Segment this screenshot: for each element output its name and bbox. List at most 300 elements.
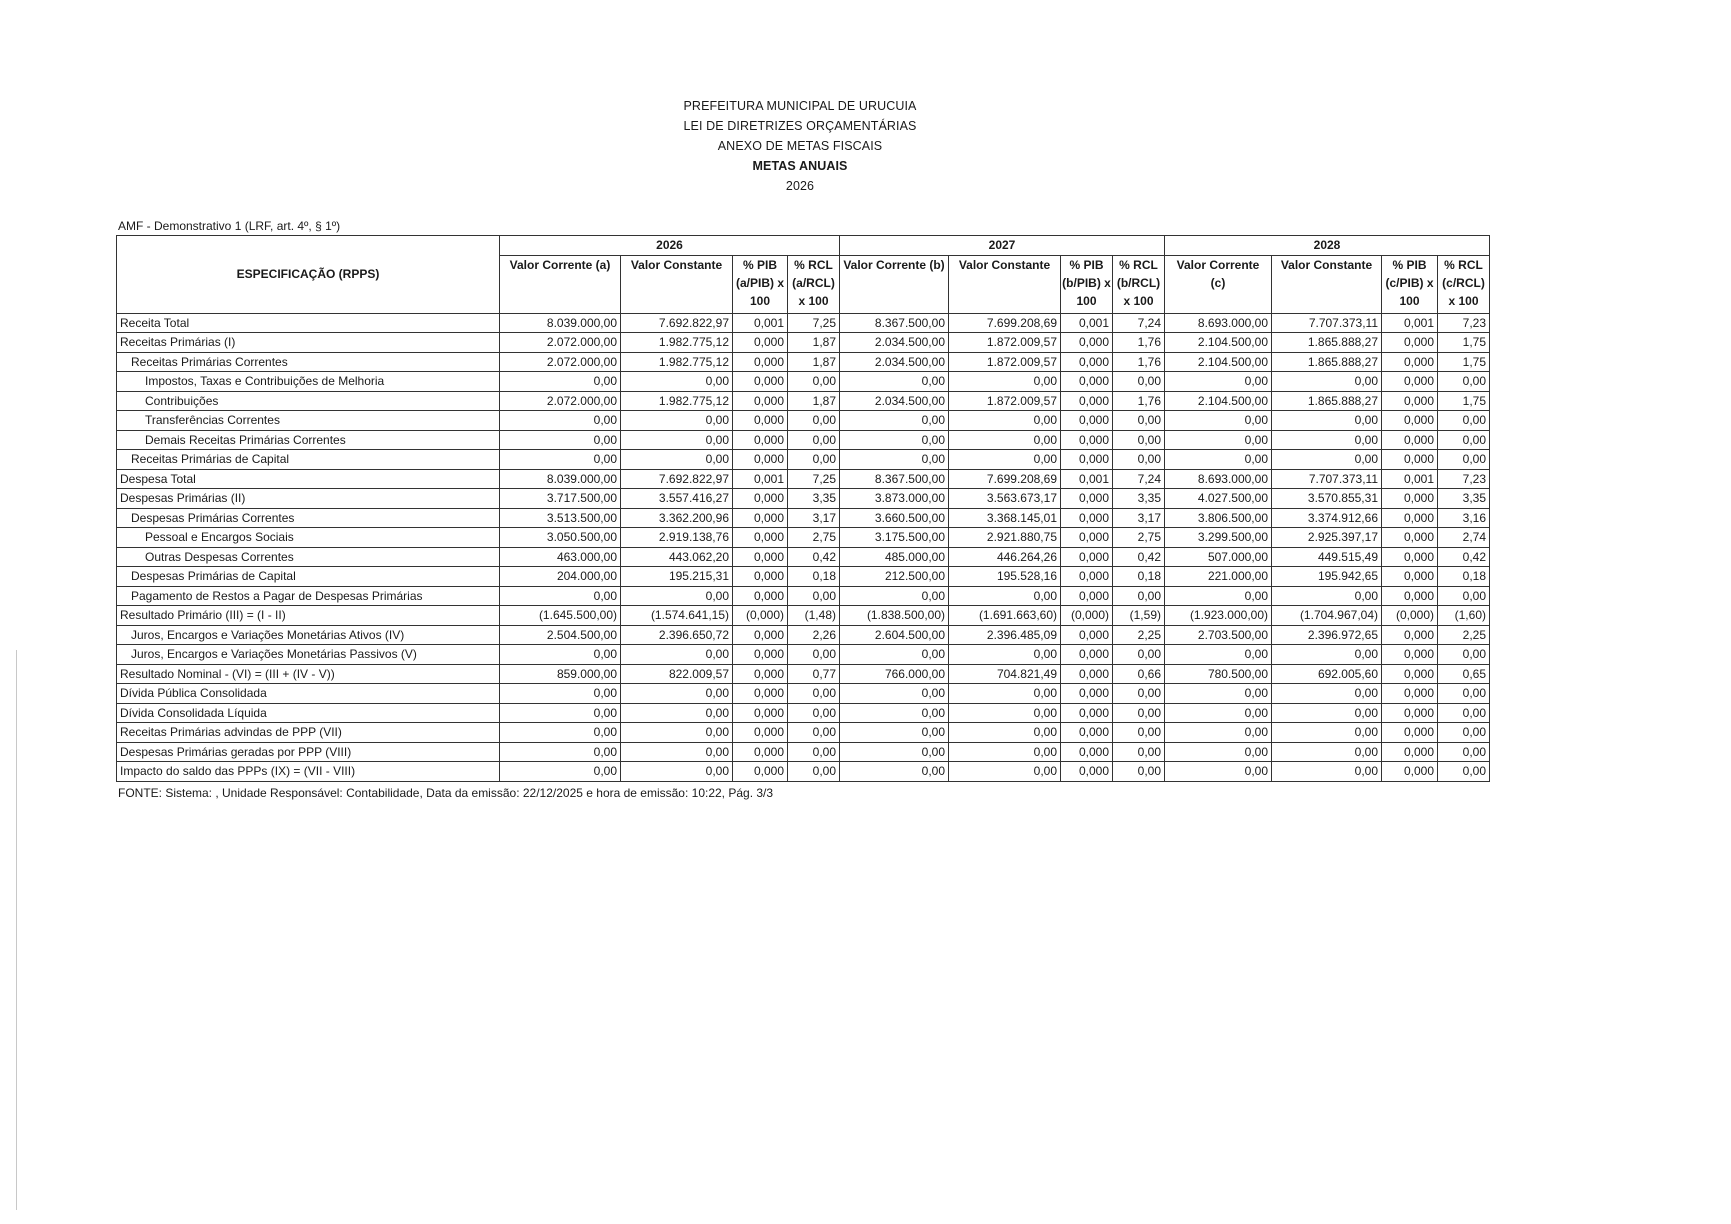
cell-value: 0,000 [1382, 723, 1438, 743]
cell-value: 0,000 [1061, 586, 1113, 606]
cell-value: 2.396.972,65 [1272, 625, 1382, 645]
cell-value: 0,18 [788, 567, 840, 587]
cell-value: 1.865.888,27 [1272, 333, 1382, 353]
table-row [117, 313, 1490, 333]
cell-value: 0,000 [1061, 547, 1113, 567]
cell-value: 0,000 [1061, 430, 1113, 450]
cell-value: 3,35 [1438, 489, 1490, 509]
cell-value: 1,75 [1438, 333, 1490, 353]
table-row [117, 333, 1490, 353]
table-row [117, 723, 1490, 743]
cell-value: 2.034.500,00 [840, 333, 949, 353]
cell-value: 0,000 [733, 625, 788, 645]
cell-value: 1,76 [1113, 352, 1165, 372]
cell-value: 0,00 [840, 684, 949, 704]
cell-value: 0,000 [1382, 703, 1438, 723]
cell-value: 0,00 [1438, 762, 1490, 782]
cell-value: 0,00 [840, 703, 949, 723]
cell-value: 195.528,16 [949, 567, 1061, 587]
cell-value: 0,001 [733, 469, 788, 489]
row-label: Despesas Primárias de Capital [117, 567, 500, 587]
cell-value: 0,000 [1061, 489, 1113, 509]
cell-value: 0,000 [733, 567, 788, 587]
cell-value: 0,00 [1438, 684, 1490, 704]
cell-value: (1.838.500,00) [840, 606, 949, 626]
table-row [117, 508, 1490, 528]
cell-value: 0,00 [788, 703, 840, 723]
cell-value: 0,00 [949, 645, 1061, 665]
table-row [117, 742, 1490, 762]
cell-value: 0,00 [1438, 411, 1490, 431]
cell-value: 0,00 [621, 762, 733, 782]
cell-value: 7,23 [1438, 313, 1490, 333]
cell-value: 0,00 [840, 762, 949, 782]
cell-value: 0,001 [1382, 469, 1438, 489]
cell-value: 204.000,00 [500, 567, 621, 587]
row-label: Outras Despesas Correntes [117, 547, 500, 567]
cell-value: 0,00 [949, 684, 1061, 704]
year-header-2027: 2027 [840, 236, 1165, 256]
cell-value: 3.873.000,00 [840, 489, 949, 509]
cell-value: 780.500,00 [1165, 664, 1272, 684]
cell-value: 0,77 [788, 664, 840, 684]
cell-value: 3.660.500,00 [840, 508, 949, 528]
cell-value: 0,00 [621, 703, 733, 723]
table-row [117, 411, 1490, 431]
cell-value: 463.000,00 [500, 547, 621, 567]
header-annex: ANEXO DE METAS FISCAIS [717, 139, 883, 153]
cell-value: 0,00 [949, 586, 1061, 606]
cell-value: 2.925.397,17 [1272, 528, 1382, 548]
cell-value: 0,00 [949, 430, 1061, 450]
cell-value: 3,35 [1113, 489, 1165, 509]
table-row [117, 352, 1490, 372]
cell-value: 0,00 [621, 684, 733, 704]
cell-value: 822.009,57 [621, 664, 733, 684]
cell-value: 7.707.373,11 [1272, 469, 1382, 489]
cell-value: 0,000 [1382, 762, 1438, 782]
header-title: METAS ANUAIS [752, 159, 848, 173]
row-label: Contribuições [117, 391, 500, 411]
cell-value: 0,00 [788, 372, 840, 392]
cell-value: 0,000 [733, 333, 788, 353]
cell-value: 7,25 [788, 469, 840, 489]
cell-value: 2.921.880,75 [949, 528, 1061, 548]
cell-value: 0,000 [1382, 333, 1438, 353]
cell-value: 3.513.500,00 [500, 508, 621, 528]
table-row [117, 703, 1490, 723]
cell-value: 1.982.775,12 [621, 352, 733, 372]
cell-value: 3.717.500,00 [500, 489, 621, 509]
cell-value: (1.691.663,60) [949, 606, 1061, 626]
cell-value: 0,00 [500, 372, 621, 392]
cell-value: 8.367.500,00 [840, 469, 949, 489]
cell-value: 0,00 [1272, 762, 1382, 782]
cell-value: 1,87 [788, 333, 840, 353]
cell-value: 0,00 [500, 762, 621, 782]
cell-value: 0,000 [1061, 411, 1113, 431]
cell-value: 0,000 [733, 352, 788, 372]
cell-value: 3,17 [788, 508, 840, 528]
cell-value: 0,000 [1382, 684, 1438, 704]
cell-value: 0,000 [1382, 586, 1438, 606]
cell-value: 0,00 [621, 742, 733, 762]
cell-value: 0,000 [1061, 664, 1113, 684]
cell-value: 0,000 [1061, 352, 1113, 372]
cell-value: 0,00 [949, 742, 1061, 762]
cell-value: 0,00 [621, 372, 733, 392]
row-label: Pagamento de Restos a Pagar de Despesas Primárias [117, 586, 500, 606]
row-label: Despesas Primárias (II) [117, 489, 500, 509]
cell-value: 0,00 [949, 723, 1061, 743]
table-row [117, 762, 1490, 782]
cell-value: 2.104.500,00 [1165, 352, 1272, 372]
table-row [117, 664, 1490, 684]
cell-value: 2.604.500,00 [840, 625, 949, 645]
cell-value: 0,000 [1382, 352, 1438, 372]
cell-value: 0,00 [1438, 450, 1490, 470]
cell-value: 3.806.500,00 [1165, 508, 1272, 528]
cell-value: 0,000 [1061, 528, 1113, 548]
row-label: Resultado Nominal - (VI) = (III + (IV - V)) [117, 664, 500, 684]
cell-value: 7,23 [1438, 469, 1490, 489]
cell-value: 1,76 [1113, 333, 1165, 353]
cell-value: 0,00 [1113, 586, 1165, 606]
metas-anuais-table [116, 235, 1490, 782]
cell-value: 1,87 [788, 352, 840, 372]
cell-value: 0,00 [949, 411, 1061, 431]
cell-value: 0,000 [1382, 664, 1438, 684]
table-header [117, 236, 1490, 314]
cell-value: 2.104.500,00 [1165, 391, 1272, 411]
cell-value: 0,00 [949, 450, 1061, 470]
cell-value: 0,00 [1165, 742, 1272, 762]
cell-value: 2.072.000,00 [500, 352, 621, 372]
column-header: Valor Corrente (b) [840, 255, 949, 313]
cell-value: 0,001 [1382, 313, 1438, 333]
cell-value: 2.396.485,09 [949, 625, 1061, 645]
cell-value: 3,17 [1113, 508, 1165, 528]
cell-value: 0,00 [1113, 372, 1165, 392]
cell-value: 0,000 [733, 742, 788, 762]
cell-value: 0,001 [1061, 469, 1113, 489]
cell-value: (1.704.967,04) [1272, 606, 1382, 626]
cell-value: 3.175.500,00 [840, 528, 949, 548]
column-header: Valor Constante [621, 255, 733, 313]
cell-value: 2,74 [1438, 528, 1490, 548]
cell-value: 0,000 [733, 664, 788, 684]
table-row [117, 625, 1490, 645]
cell-value: 446.264,26 [949, 547, 1061, 567]
cell-value: 0,00 [1165, 684, 1272, 704]
cell-value: 485.000,00 [840, 547, 949, 567]
cell-value: 0,00 [500, 645, 621, 665]
row-label: Despesa Total [117, 469, 500, 489]
row-label: Transferências Correntes [117, 411, 500, 431]
cell-value: 0,00 [500, 742, 621, 762]
column-header: % PIB (c/PIB) x 100 [1382, 255, 1438, 313]
cell-value: 0,00 [1272, 430, 1382, 450]
cell-value: 0,000 [1382, 430, 1438, 450]
cell-value: 212.500,00 [840, 567, 949, 587]
table-row [117, 391, 1490, 411]
cell-value: (1.574.641,15) [621, 606, 733, 626]
cell-value: 3.374.912,66 [1272, 508, 1382, 528]
cell-value: 0,000 [733, 391, 788, 411]
cell-value: 0,000 [1382, 508, 1438, 528]
cell-value: 0,000 [733, 645, 788, 665]
cell-value: 8.693.000,00 [1165, 469, 1272, 489]
cell-value: 0,00 [621, 450, 733, 470]
column-header: Valor Constante [1272, 255, 1382, 313]
cell-value: (0,000) [1061, 606, 1113, 626]
cell-value: 0,000 [733, 586, 788, 606]
cell-value: 0,00 [1113, 645, 1165, 665]
cell-value: 0,000 [1061, 508, 1113, 528]
table-row [117, 430, 1490, 450]
row-label: Juros, Encargos e Variações Monetárias Ativos (IV) [117, 625, 500, 645]
cell-value: 3,35 [788, 489, 840, 509]
cell-value: 0,00 [1113, 684, 1165, 704]
cell-value: 0,00 [1272, 742, 1382, 762]
cell-value: 0,00 [1113, 703, 1165, 723]
cell-value: 7.699.208,69 [949, 469, 1061, 489]
cell-value: 2.034.500,00 [840, 391, 949, 411]
table-row [117, 489, 1490, 509]
row-label: Receita Total [117, 313, 500, 333]
cell-value: 0,00 [788, 450, 840, 470]
cell-value: 0,42 [1438, 547, 1490, 567]
cell-value: 0,00 [1165, 430, 1272, 450]
table-row [117, 684, 1490, 704]
demonstrativo-label: AMF - Demonstrativo 1 (LRF, art. 4º, § 1º) [118, 219, 341, 233]
cell-value: 0,00 [621, 645, 733, 665]
cell-value: 0,000 [1061, 703, 1113, 723]
cell-value: 2.504.500,00 [500, 625, 621, 645]
cell-value: 1.865.888,27 [1272, 391, 1382, 411]
cell-value: 1,75 [1438, 352, 1490, 372]
cell-value: 0,000 [1382, 547, 1438, 567]
cell-value: 1.872.009,57 [949, 352, 1061, 372]
cell-value: 1,87 [788, 391, 840, 411]
source-footer: FONTE: Sistema: , Unidade Responsável: Contabilidade, Data da emissão: 22/12/2025 e hora de emissão: 10:22, Pág. 3/3 [118, 786, 774, 800]
cell-value: 3.362.200,96 [621, 508, 733, 528]
cell-value: 0,00 [1113, 430, 1165, 450]
header-municipality: PREFEITURA MUNICIPAL DE URUCUIA [683, 99, 917, 113]
cell-value: 0,00 [788, 742, 840, 762]
cell-value: 0,000 [733, 547, 788, 567]
cell-value: 0,000 [1382, 411, 1438, 431]
row-label: Impacto do saldo das PPPs (IX) = (VII - VIII) [117, 762, 500, 782]
cell-value: 0,00 [1165, 372, 1272, 392]
cell-value: 0,00 [788, 723, 840, 743]
cell-value: 0,000 [1061, 333, 1113, 353]
row-label: Receitas Primárias Correntes [117, 352, 500, 372]
cell-value: 0,00 [621, 411, 733, 431]
cell-value: 1.982.775,12 [621, 391, 733, 411]
document-header [0, 96, 1600, 196]
cell-value: 0,00 [1272, 723, 1382, 743]
cell-value: 0,001 [733, 313, 788, 333]
cell-value: 449.515,49 [1272, 547, 1382, 567]
cell-value: 0,000 [733, 450, 788, 470]
cell-value: 0,000 [1061, 567, 1113, 587]
column-header: % RCL (b/RCL) x 100 [1113, 255, 1165, 313]
cell-value: 0,00 [1438, 586, 1490, 606]
cell-value: 7,24 [1113, 313, 1165, 333]
column-header: Valor Constante [949, 255, 1061, 313]
cell-value: 0,00 [621, 723, 733, 743]
cell-value: 0,000 [733, 372, 788, 392]
cell-value: 0,65 [1438, 664, 1490, 684]
cell-value: 0,00 [1113, 742, 1165, 762]
cell-value: 0,000 [1382, 450, 1438, 470]
cell-value: 1,75 [1438, 391, 1490, 411]
row-label: Despesas Primárias geradas por PPP (VIII) [117, 742, 500, 762]
cell-value: 0,000 [733, 430, 788, 450]
cell-value: 0,000 [1061, 742, 1113, 762]
row-label: Despesas Primárias Correntes [117, 508, 500, 528]
cell-value: 0,00 [788, 586, 840, 606]
cell-value: 195.215,31 [621, 567, 733, 587]
cell-value: 0,00 [1165, 450, 1272, 470]
cell-value: 0,00 [1165, 762, 1272, 782]
cell-value: 0,00 [788, 684, 840, 704]
cell-value: 0,000 [733, 508, 788, 528]
cell-value: 1.872.009,57 [949, 391, 1061, 411]
row-label: Receitas Primárias advindas de PPP (VII) [117, 723, 500, 743]
cell-value: 1,76 [1113, 391, 1165, 411]
cell-value: 2,25 [1113, 625, 1165, 645]
cell-value: 2.072.000,00 [500, 333, 621, 353]
cell-value: 0,000 [1061, 645, 1113, 665]
cell-value: 0,000 [1061, 762, 1113, 782]
cell-value: 0,000 [1382, 625, 1438, 645]
table-row [117, 586, 1490, 606]
row-label: Dívida Consolidada Líquida [117, 703, 500, 723]
cell-value: 7.692.822,97 [621, 313, 733, 333]
cell-value: 0,00 [500, 411, 621, 431]
row-label: Dívida Pública Consolidada [117, 684, 500, 704]
cell-value: 0,00 [1113, 762, 1165, 782]
cell-value: 2,25 [1438, 625, 1490, 645]
cell-value: 2,75 [1113, 528, 1165, 548]
cell-value: 0,00 [840, 430, 949, 450]
cell-value: 0,00 [1165, 645, 1272, 665]
table-body [117, 313, 1490, 781]
cell-value: (0,000) [1382, 606, 1438, 626]
table-row [117, 469, 1490, 489]
cell-value: 0,00 [1272, 372, 1382, 392]
cell-value: 0,000 [733, 411, 788, 431]
table-row [117, 372, 1490, 392]
cell-value: (0,000) [733, 606, 788, 626]
cell-value: (1.645.500,00) [500, 606, 621, 626]
cell-value: 0,18 [1113, 567, 1165, 587]
cell-value: 3.557.416,27 [621, 489, 733, 509]
cell-value: 0,00 [1272, 450, 1382, 470]
scan-edge-line [16, 650, 17, 1210]
cell-value: 0,00 [500, 450, 621, 470]
cell-value: 0,00 [1272, 586, 1382, 606]
cell-value: 0,000 [1382, 567, 1438, 587]
cell-value: 0,00 [500, 684, 621, 704]
cell-value: 0,00 [1113, 450, 1165, 470]
column-header: Valor Corrente (c) [1165, 255, 1272, 313]
cell-value: 2.919.138,76 [621, 528, 733, 548]
cell-value: 7.707.373,11 [1272, 313, 1382, 333]
row-label: Resultado Primário (III) = (I - II) [117, 606, 500, 626]
spec-header: ESPECIFICAÇÃO (RPPS) [117, 236, 500, 314]
cell-value: 2.034.500,00 [840, 352, 949, 372]
cell-value: 3,16 [1438, 508, 1490, 528]
cell-value: 7.692.822,97 [621, 469, 733, 489]
cell-value: 0,00 [500, 723, 621, 743]
cell-value: 0,000 [1061, 723, 1113, 743]
cell-value: (1,59) [1113, 606, 1165, 626]
cell-value: 0,00 [1272, 411, 1382, 431]
cell-value: 0,18 [1438, 567, 1490, 587]
cell-value: 7.699.208,69 [949, 313, 1061, 333]
header-law: LEI DE DIRETRIZES ORÇAMENTÁRIAS [683, 119, 917, 133]
cell-value: 1.982.775,12 [621, 333, 733, 353]
cell-value: (1.923.000,00) [1165, 606, 1272, 626]
cell-value: 2,26 [788, 625, 840, 645]
cell-value: 0,00 [840, 586, 949, 606]
cell-value: (1,48) [788, 606, 840, 626]
cell-value: 0,000 [733, 489, 788, 509]
cell-value: 0,00 [1438, 645, 1490, 665]
cell-value: 0,66 [1113, 664, 1165, 684]
cell-value: 443.062,20 [621, 547, 733, 567]
cell-value: 0,000 [1382, 372, 1438, 392]
row-label: Demais Receitas Primárias Correntes [117, 430, 500, 450]
cell-value: 8.039.000,00 [500, 313, 621, 333]
cell-value: 0,00 [621, 430, 733, 450]
table-row [117, 645, 1490, 665]
cell-value: 0,00 [1438, 430, 1490, 450]
cell-value: 1.865.888,27 [1272, 352, 1382, 372]
cell-value: 0,00 [1272, 703, 1382, 723]
cell-value: 221.000,00 [1165, 567, 1272, 587]
table-row [117, 528, 1490, 548]
table-row [117, 567, 1490, 587]
cell-value: 0,000 [1382, 645, 1438, 665]
cell-value: 704.821,49 [949, 664, 1061, 684]
row-label: Pessoal e Encargos Sociais [117, 528, 500, 548]
cell-value: 0,00 [1272, 645, 1382, 665]
table-row [117, 547, 1490, 567]
cell-value: 0,00 [788, 645, 840, 665]
cell-value: 0,000 [1061, 391, 1113, 411]
cell-value: 0,00 [840, 723, 949, 743]
row-label: Juros, Encargos e Variações Monetárias Passivos (V) [117, 645, 500, 665]
cell-value: 0,00 [949, 372, 1061, 392]
cell-value: 0,00 [1165, 703, 1272, 723]
cell-value: 0,00 [840, 450, 949, 470]
cell-value: 0,00 [500, 430, 621, 450]
cell-value: 4.027.500,00 [1165, 489, 1272, 509]
cell-value: 8.367.500,00 [840, 313, 949, 333]
cell-value: 0,000 [733, 528, 788, 548]
cell-value: 0,00 [840, 645, 949, 665]
cell-value: 0,000 [1382, 489, 1438, 509]
cell-value: 0,00 [840, 411, 949, 431]
row-label: Impostos, Taxas e Contribuições de Melhoria [117, 372, 500, 392]
cell-value: 3.299.500,00 [1165, 528, 1272, 548]
cell-value: 2.703.500,00 [1165, 625, 1272, 645]
cell-value: 0,00 [1165, 411, 1272, 431]
